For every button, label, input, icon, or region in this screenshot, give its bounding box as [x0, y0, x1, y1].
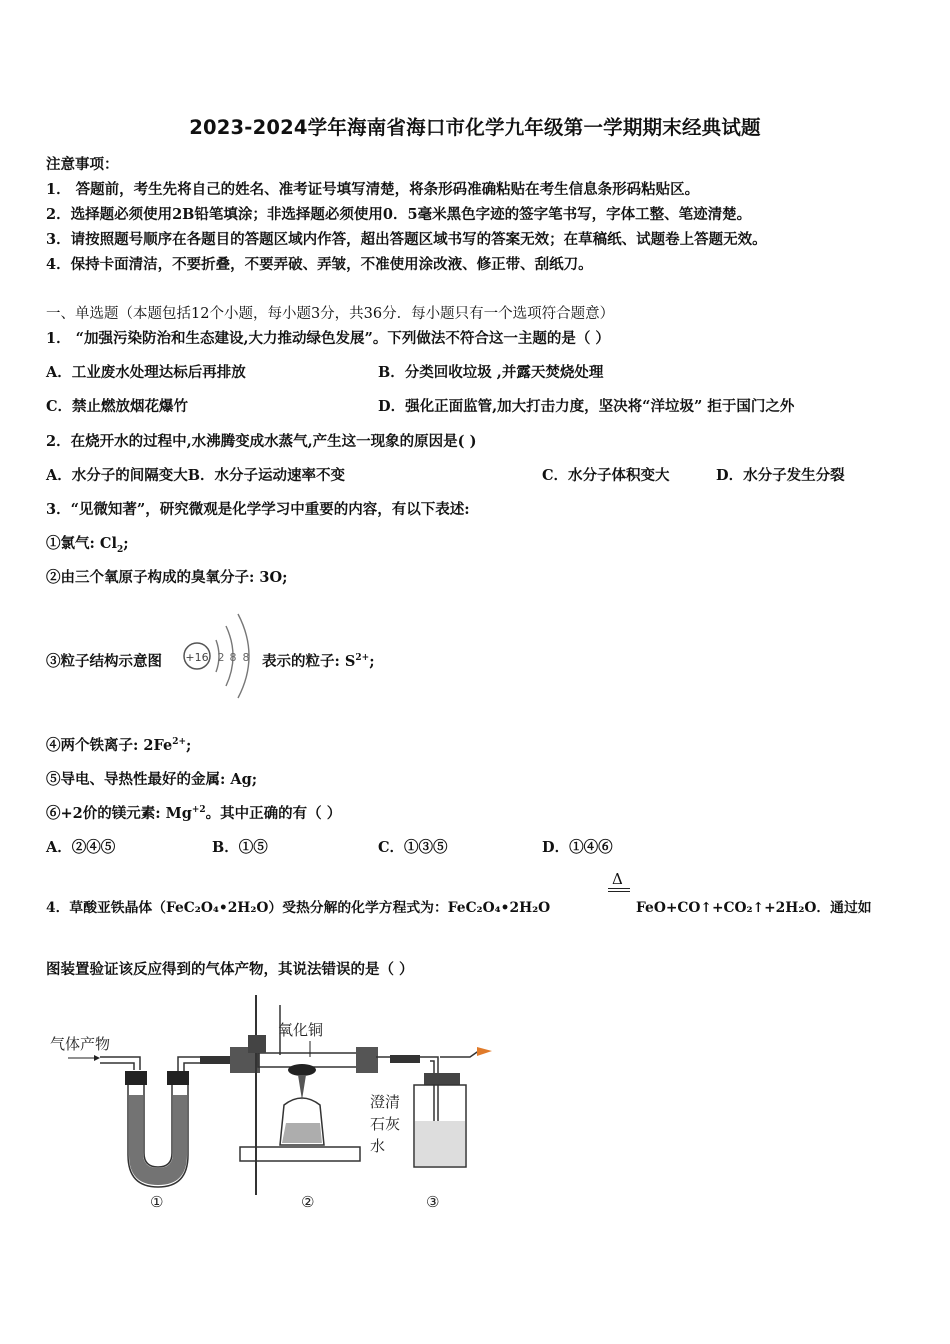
q3-statement-6 [46, 802, 341, 823]
q4-line1: 4．草酸亚铁晶体（FeC₂O₄•2H₂O）受热分解的化学方程式为：FeC₂O₄•2H₂O [46, 900, 551, 916]
q3-statement-3b [262, 650, 375, 671]
q3-s3-text: 表示的粒子: S [262, 653, 356, 670]
bottle-stopper [424, 1073, 460, 1085]
copper-oxide-sample [288, 1064, 316, 1076]
q3-statement-1 [46, 532, 129, 553]
lamp-fuel [282, 1123, 322, 1143]
u-tube-desiccant [129, 1095, 187, 1185]
q3-s1-text: ①氯气: Cl [46, 535, 117, 552]
u-tube [100, 1056, 230, 1187]
q1-option-b: B．分类回收垃圾 ,并露天焚烧处理 [378, 364, 604, 381]
shell-count-1: 2 [217, 651, 225, 664]
q3-option-c: C．①③⑤ [378, 839, 448, 856]
notice-item-1: 1． 答题前，考生先将自己的姓名、准考证号填写清楚，将条形码准确粘贴在考生信息条形码粘贴区。 [46, 181, 700, 198]
atom-structure-diagram [180, 604, 260, 704]
notice-item-2: 2．选择题必须使用2B铅笔填涂；非选择题必须使用0．5毫米黑色字迹的签字笔书写，字体工整、笔迹清楚。 [46, 206, 752, 223]
section-heading: 一、单选题（本题包括12个小题，每小题3分，共36分．每小题只有一个选项符合题意） [46, 306, 615, 322]
burning-gas-flame [477, 1047, 492, 1056]
q3-statement-5: ⑤导电、导热性最好的金属: Ag; [46, 771, 258, 788]
q1-option-a: A．工业废水处理达标后再排放 [46, 364, 246, 381]
shell-count-2: 8 [229, 651, 237, 664]
page-title: 2023-2024学年海南省海口市化学九年级第一学期期末经典试题 [189, 116, 761, 139]
q3-option-d: D．①④⑥ [542, 839, 613, 856]
limewater-label-2: 石灰 [370, 1115, 401, 1133]
rubber-tube-1 [200, 1056, 230, 1064]
q3-s6-end: 。其中正确的有（ ） [205, 805, 342, 822]
q3-option-a: A．②④⑤ [46, 839, 116, 856]
stand-base [240, 1147, 360, 1161]
q3-statement-3a: ③粒子结构示意图 [46, 653, 162, 670]
flame [298, 1075, 306, 1100]
apparatus-figure [40, 995, 510, 1225]
q3-stem: 3．“见微知著”，研究微观是化学学习中重要的内容，有以下表述: [46, 501, 470, 518]
q3-statement-2: ②由三个氧原子构成的臭氧分子: 3O; [46, 569, 288, 586]
q3-s4-end: ; [186, 737, 192, 754]
notice-item-3: 3．请按照题号顺序在各题目的答题区域内作答，超出答题区域书写的答案无效；在草稿纸、试题卷上答题无效。 [46, 231, 767, 248]
q3-s3-sup: 2+ [355, 653, 370, 664]
figure-label-2: ② [301, 1193, 315, 1211]
limewater-bottle [370, 1047, 492, 1167]
q4-line1-end: FeO+CO↑+CO₂↑+2H₂O．通过如 [636, 900, 872, 916]
notice-heading: 注意事项： [46, 156, 119, 173]
rubber-tube-2 [390, 1055, 420, 1063]
q3-s1-end: ; [123, 535, 129, 552]
figure-label-1: ① [150, 1193, 164, 1211]
limewater-liquid [415, 1121, 465, 1166]
u-tube-stopper-left [125, 1071, 147, 1085]
q2-option-d: D．水分子发生分裂 [716, 467, 845, 484]
q4-equals-line-2 [608, 891, 630, 892]
q3-statement-4 [46, 734, 191, 755]
figure-label-3: ③ [426, 1193, 440, 1211]
q3-s6-sup: +2 [191, 805, 206, 816]
notice-item-4: 4．保持卡面清洁，不要折叠，不要弄破、弄皱，不准使用涂改液、修正带、刮纸刀。 [46, 256, 593, 273]
nucleus-charge: +16 [185, 651, 209, 664]
q1-stem: 1． “加强污染防治和生态建设,大力推动绿色发展”。下列做法不符合这一主题的是（ ） [46, 330, 610, 347]
u-tube-stopper-right [167, 1071, 189, 1085]
gas-arrow-head [94, 1055, 100, 1061]
q2-stem: 2．在烧开水的过程中,水沸腾变成水蒸气,产生这一现象的原因是( ) [46, 433, 477, 450]
q4-equals-line-1 [608, 888, 630, 889]
clamp [248, 1035, 266, 1053]
q1-option-d: D．强化正面监管,加大打击力度，坚决将“洋垃圾” 拒于国门之外 [378, 398, 795, 415]
limewater-label-1: 澄清 [370, 1093, 401, 1111]
q3-option-b: B．①⑤ [212, 839, 268, 856]
q2-option-ab: A．水分子的间隔变大B．水分子运动速率不变 [46, 467, 346, 484]
q3-s4-text: ④两个铁离子: 2Fe [46, 737, 173, 754]
gas-product-label: 气体产物 [50, 1035, 111, 1053]
q3-s3-end: ; [369, 653, 375, 670]
q3-s6-text: ⑥+2价的镁元素: Mg [46, 805, 192, 822]
q4-delta-sign: Δ [612, 870, 623, 888]
limewater-label-3: 水 [370, 1137, 386, 1155]
q3-s1-sub: 2 [116, 544, 124, 555]
tube-stopper-right [356, 1047, 378, 1073]
q4-line2: 图装置验证该反应得到的气体产物，其说法错误的是（ ） [46, 961, 414, 978]
copper-oxide-label: 氧化铜 [278, 1021, 324, 1039]
q3-s4-sup: 2+ [172, 737, 187, 748]
shell-count-3: 8 [242, 651, 250, 664]
q2-option-c: C．水分子体积变大 [542, 467, 670, 484]
q1-option-c: C．禁止燃放烟花爆竹 [46, 398, 189, 415]
